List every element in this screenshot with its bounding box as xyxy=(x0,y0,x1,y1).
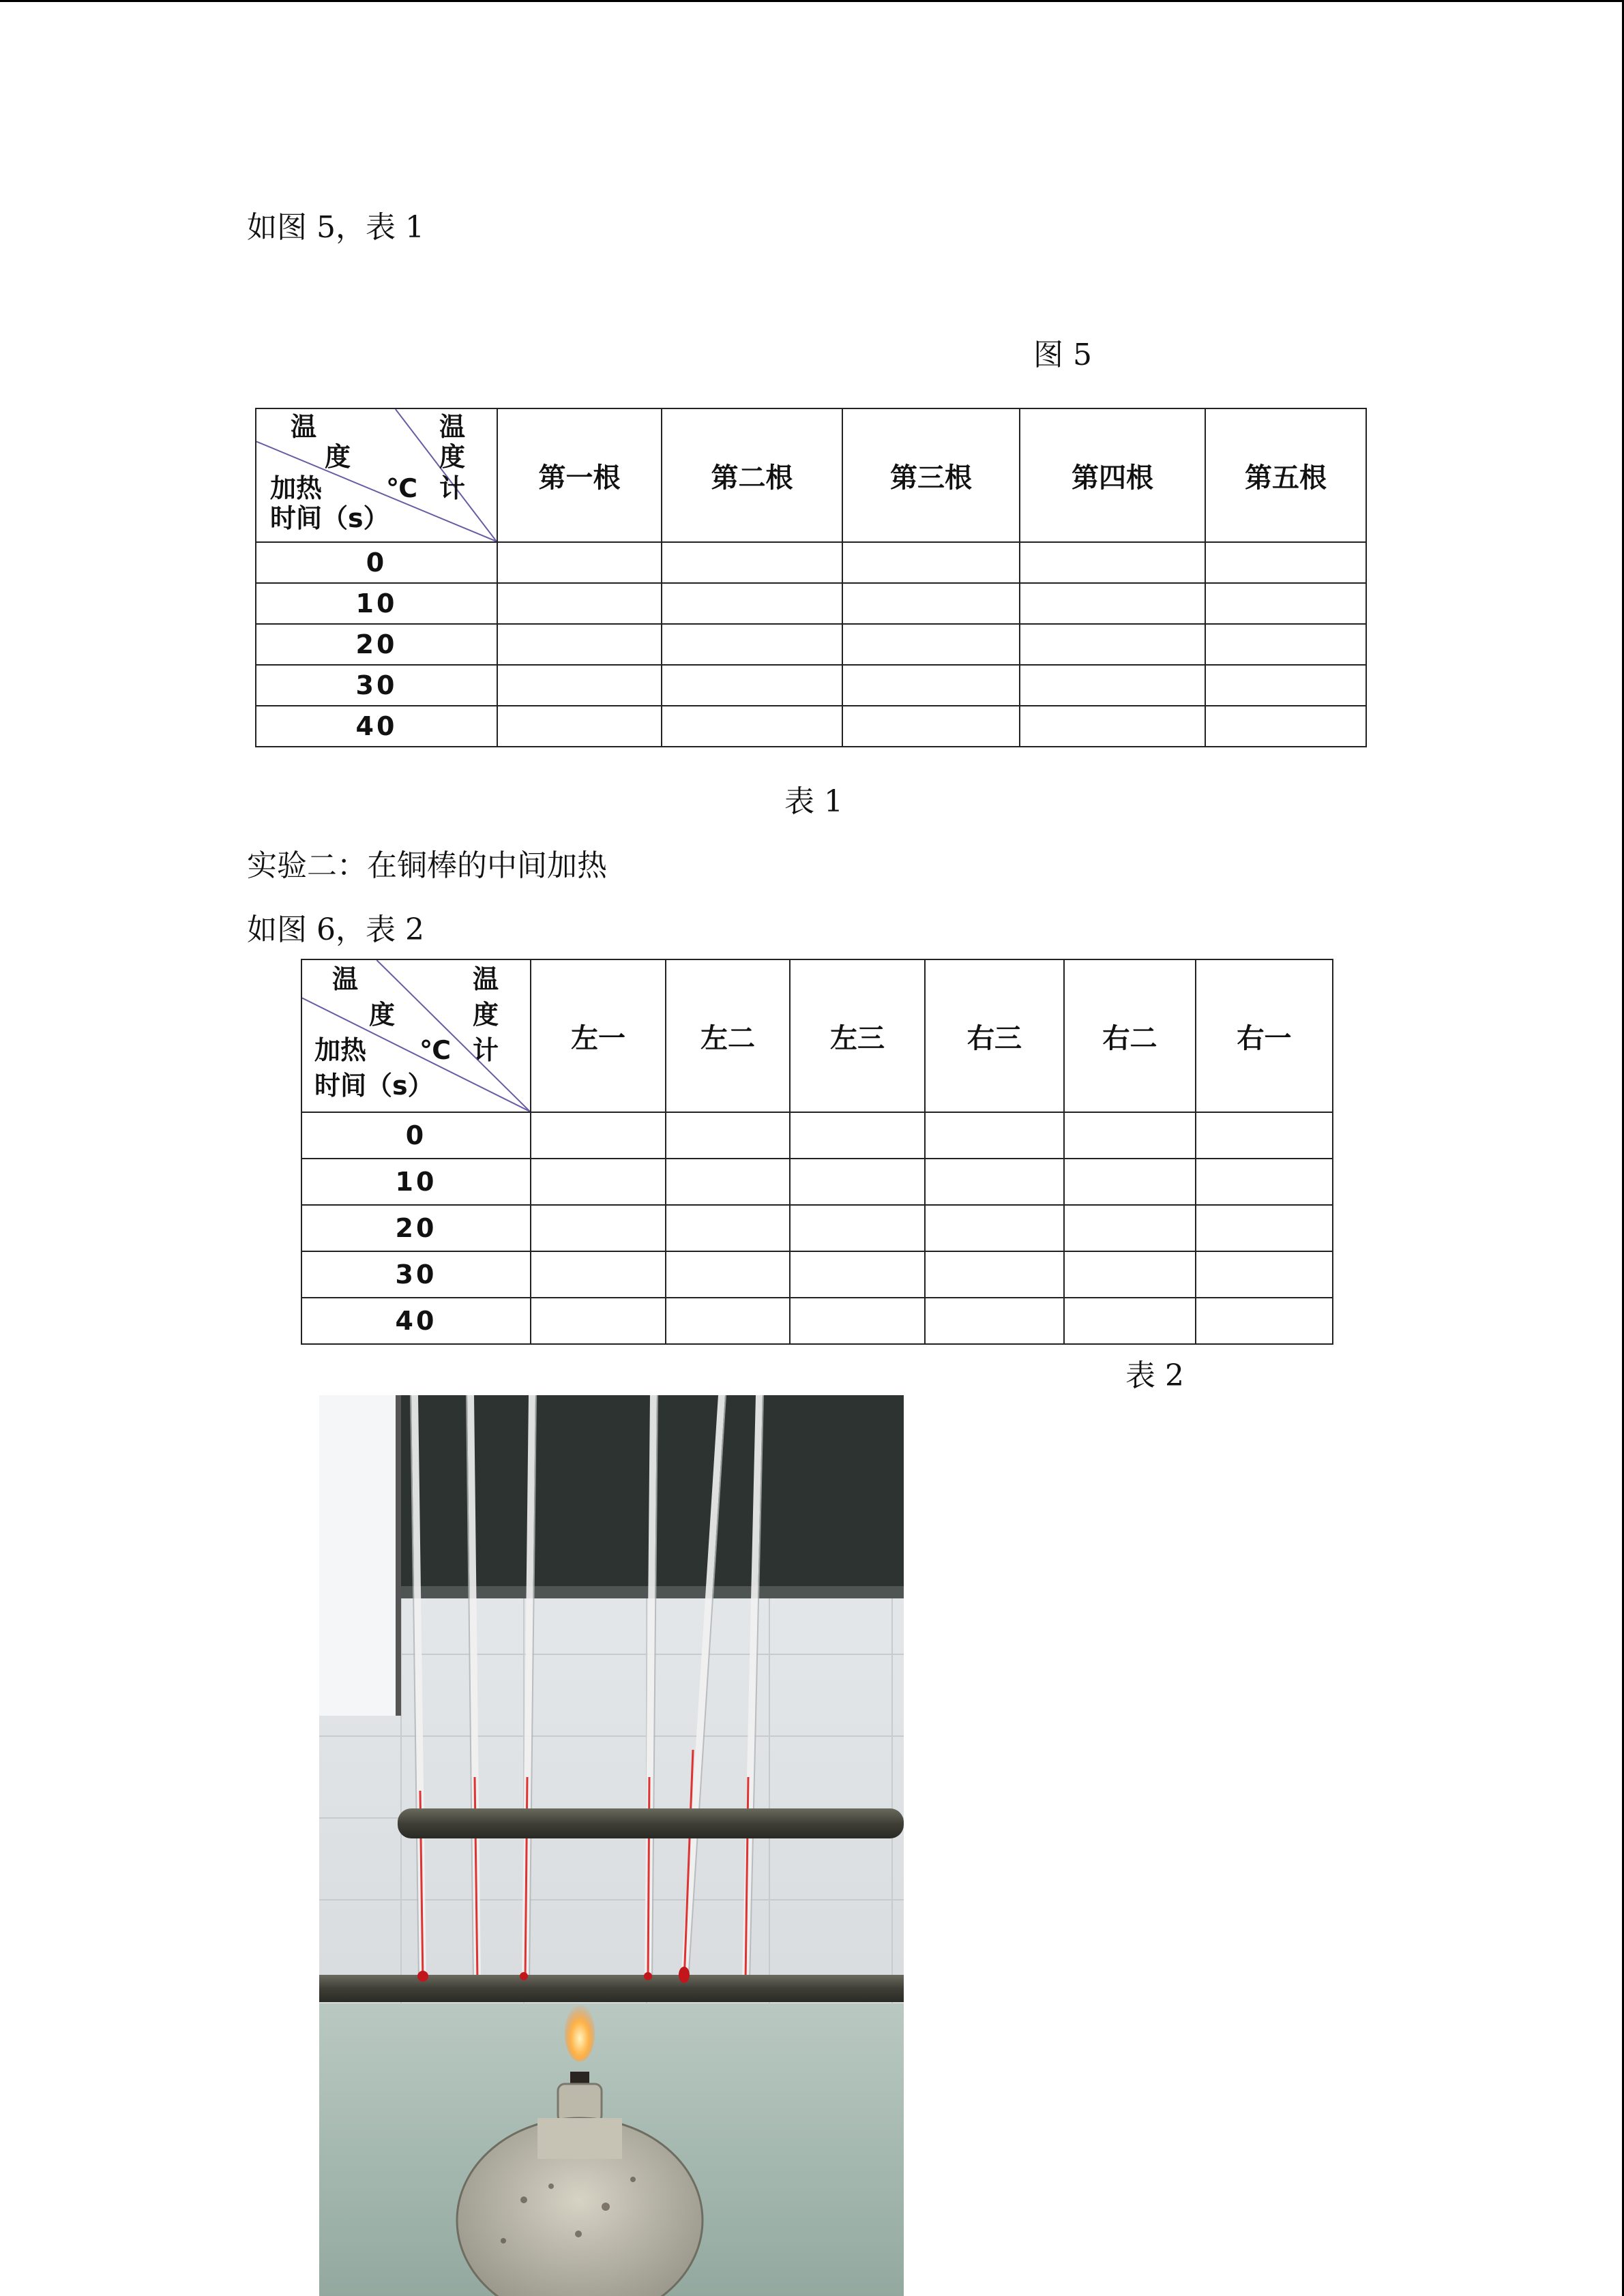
table1-cell xyxy=(1205,542,1366,583)
table1-corner-mid-right: 度 xyxy=(439,442,466,472)
experiment-photo xyxy=(319,1395,904,2296)
table2-cell xyxy=(531,1251,666,1298)
table2-corner-mid-right: 度 xyxy=(473,1000,499,1030)
table2-cell xyxy=(1196,1205,1333,1251)
table2-cell xyxy=(666,1251,790,1298)
table1-row-label: 40 xyxy=(256,706,497,747)
table2-corner-cell xyxy=(301,959,531,1112)
table1-cell xyxy=(1020,583,1205,624)
table1-cell xyxy=(497,665,662,706)
table2-cell xyxy=(790,1159,925,1205)
table-row xyxy=(301,1205,1333,1251)
table2-row-label: 0 xyxy=(301,1112,531,1159)
table2-cell xyxy=(925,1112,1064,1159)
table2-col-header: 右一 xyxy=(1196,959,1333,1112)
table2-corner-top-right: 温 xyxy=(473,964,499,994)
table-row xyxy=(301,1298,1333,1344)
table1-cell xyxy=(842,542,1020,583)
table2-cell xyxy=(1196,1159,1333,1205)
table2-row-label: 10 xyxy=(301,1159,531,1205)
table-row xyxy=(256,583,1366,624)
table2-col-header: 左一 xyxy=(531,959,666,1112)
table1-cell xyxy=(497,583,662,624)
table-row xyxy=(256,542,1366,583)
table1-col-header: 第二根 xyxy=(662,408,842,542)
table2-corner-mid-left: 度 xyxy=(369,1000,396,1030)
table2-cell xyxy=(1196,1251,1333,1298)
table2-col-header: 右二 xyxy=(1064,959,1196,1112)
table2-cell xyxy=(531,1298,666,1344)
table2-cell xyxy=(1196,1112,1333,1159)
figure5-caption: 图 5 xyxy=(1033,338,1092,372)
table2-cell xyxy=(925,1251,1064,1298)
table1-col-header: 第四根 xyxy=(1020,408,1205,542)
table2-cell xyxy=(666,1112,790,1159)
table1-cell xyxy=(662,665,842,706)
table1-cell xyxy=(497,624,662,665)
table1-corner-time: 时间（s） xyxy=(270,503,389,533)
table2-row-label: 20 xyxy=(301,1205,531,1251)
table2-cell xyxy=(666,1205,790,1251)
table1-col-header: 第五根 xyxy=(1205,408,1366,542)
table1-corner-heating: 加热 xyxy=(270,473,323,503)
table-row xyxy=(301,1251,1333,1298)
table2-cell xyxy=(790,1205,925,1251)
table2-cell xyxy=(1064,1159,1196,1205)
table1-corner-top-right: 温 xyxy=(439,412,466,442)
table2-cell xyxy=(925,1159,1064,1205)
table2-row-label: 40 xyxy=(301,1298,531,1344)
table-row xyxy=(256,706,1366,747)
experiment2-heading: 实验二：在铜棒的中间加热 xyxy=(247,848,607,883)
table1-corner-meter: 计 xyxy=(439,473,466,503)
table2-cell xyxy=(925,1205,1064,1251)
table1-cell xyxy=(1020,542,1205,583)
table2-col-header: 左三 xyxy=(790,959,925,1112)
table1-cell xyxy=(662,624,842,665)
table1-cell xyxy=(842,624,1020,665)
experiment-photo-illustration xyxy=(319,1395,904,2296)
table1-cell xyxy=(662,706,842,747)
table2-cell xyxy=(531,1112,666,1159)
table2-cell xyxy=(790,1112,925,1159)
table1-row-label: 10 xyxy=(256,583,497,624)
table1-cell xyxy=(1020,665,1205,706)
table1-corner-top-left: 温 xyxy=(291,412,317,442)
table1-cell xyxy=(1205,624,1366,665)
table1-cell xyxy=(842,665,1020,706)
table-row xyxy=(256,665,1366,706)
table1-corner-unit: ℃ xyxy=(386,473,418,503)
table2-cell xyxy=(1064,1112,1196,1159)
table2-cell xyxy=(1064,1251,1196,1298)
table1-corner-mid-left: 度 xyxy=(325,442,351,472)
table1-cell xyxy=(662,542,842,583)
table1-corner-cell xyxy=(256,408,497,542)
table2-cell xyxy=(531,1205,666,1251)
table1-cell xyxy=(842,583,1020,624)
intro-figure5-text: 如图 5，表 1 xyxy=(247,210,424,245)
table1-col-header: 第一根 xyxy=(497,408,662,542)
table2-cell xyxy=(925,1298,1064,1344)
table2-corner-time: 时间（s） xyxy=(314,1071,434,1101)
table2-cell xyxy=(666,1159,790,1205)
table2-cell xyxy=(790,1251,925,1298)
table2-cell xyxy=(790,1298,925,1344)
table-1 xyxy=(255,408,1367,747)
table1-cell xyxy=(1205,583,1366,624)
table-row xyxy=(256,624,1366,665)
table1-cell xyxy=(1205,665,1366,706)
table2-cell xyxy=(531,1159,666,1205)
table-row xyxy=(301,1159,1333,1205)
table2-row-label: 30 xyxy=(301,1251,531,1298)
table2-cell xyxy=(666,1298,790,1344)
table1-col-header: 第三根 xyxy=(842,408,1020,542)
table1-cell xyxy=(1020,706,1205,747)
table2-col-header: 右三 xyxy=(925,959,1064,1112)
table2-cell xyxy=(1064,1298,1196,1344)
table2-caption: 表 2 xyxy=(1125,1358,1184,1393)
page-top-border xyxy=(0,0,1624,2)
table1-cell xyxy=(662,583,842,624)
table1-cell xyxy=(497,706,662,747)
table1-cell xyxy=(842,706,1020,747)
table1-cell xyxy=(1020,624,1205,665)
table2-cell xyxy=(1064,1205,1196,1251)
intro-figure6-text: 如图 6，表 2 xyxy=(247,912,424,947)
table1-row-label: 20 xyxy=(256,624,497,665)
table2-corner-top-left: 温 xyxy=(332,964,359,994)
table2-corner-meter: 计 xyxy=(473,1035,499,1065)
table1-caption: 表 1 xyxy=(784,784,843,819)
table2-corner-unit: ℃ xyxy=(419,1035,452,1065)
table-2 xyxy=(301,959,1333,1345)
table2-col-header: 左二 xyxy=(666,959,790,1112)
table1-row-label: 0 xyxy=(256,542,497,583)
table1-row-label: 30 xyxy=(256,665,497,706)
table2-corner-heating: 加热 xyxy=(314,1035,367,1065)
table-row xyxy=(301,1112,1333,1159)
table2-cell xyxy=(1196,1298,1333,1344)
table1-cell xyxy=(497,542,662,583)
table1-cell xyxy=(1205,706,1366,747)
